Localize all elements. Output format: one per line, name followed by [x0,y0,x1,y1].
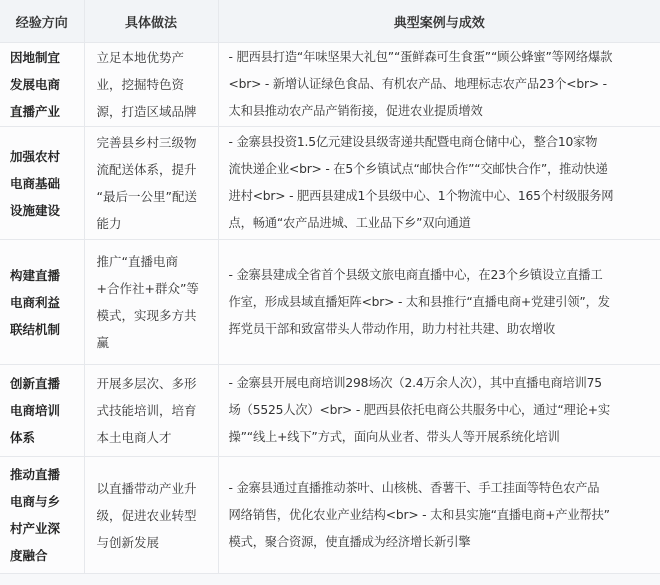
cases-cell [218,457,660,574]
cases-cell-line: 进村<br> - 肥西县建成1个县级中心、1个物流中心、165个村级服务网 [228,189,614,203]
direction-cell-line: 推动直播 [10,467,61,482]
direction-cell [0,457,84,574]
direction-cell-line: 电商培训 [10,403,61,418]
direction-cell [0,127,84,240]
practice-cell-line: 开展多层次、多形 [96,376,197,391]
cases-cell-line: - 金寨县投资1.5亿元建设县级寄递共配暨电商仓储中心，整合10家物 [228,135,598,149]
cases-cell-line: - 肥西县打造“年味坚果大礼包”“蛋鲜森可生食蛋”“顾公蜂蜜”等网络爆款 [228,50,613,64]
direction-cell-line: 电商基础 [10,175,61,191]
practice-cell-line: 源，打造区域品牌 [96,104,197,119]
direction-cell-line: 设施建设 [10,202,61,218]
practice-cell-line: 业，挖掘特色资 [96,77,185,92]
cases-cell-line: 操”“线上+线下”方式，面向从业者、带头人等开展系统化培训 [228,430,560,444]
practice-cell [84,365,218,457]
table-row [0,365,660,457]
practice-cell-line: 流配送体系，提升 [96,162,197,177]
table-header-row [0,0,660,43]
practice-cell-line: 本土电商人才 [96,430,172,445]
table-row [0,457,660,574]
practice-cell-line: 模式，实现多方共 [96,308,197,323]
practice-cell-line: 能力 [96,216,122,231]
cases-cell-line: <br> - 新增认证绿色食品、有机农产品、地理标志农产品23个<br> - [228,77,607,91]
cases-cell [218,240,660,365]
direction-cell-line: 构建直播 [10,267,61,283]
table-row [0,240,660,365]
cases-cell-line: - 金寨县通过直播推动茶叶、山核桃、香薯干、手工挂面等特色农产品 [228,480,600,495]
practice-cell-line: +合作社+群众”等 [96,281,199,296]
practice-cell [84,127,218,240]
cases-cell-line: 网络销售，优化农业产业结构<br> - 太和县实施“直播电商+产业帮扶” [228,507,610,522]
practice-cell-line: 推广“直播电商 [96,254,178,269]
table-row [0,43,660,127]
cases-cell-line: 场（5525人次）<br> - 肥西县依托电商公共服务中心，通过“理论+实 [228,403,610,417]
direction-cell-line: 加强农村 [10,148,61,164]
direction-cell-line: 发展电商 [10,77,61,92]
header-direction: 经验方向 [0,0,84,43]
cases-cell-line: - 金寨县建成全省首个县级文旅电商直播中心，在23个乡镇设立直播工 [228,267,603,282]
cases-cell-line: 太和县推动农产品产销衔接，促进农业提质增效 [228,104,483,118]
direction-cell [0,240,84,365]
practice-cell-line: 式技能培训，培育 [96,403,197,418]
cases-cell-line: 模式，聚合资源，使直播成为经济增长新引擎 [228,534,471,549]
cases-cell-line: 流快递企业<br> - 在5个乡镇试点“邮快合作”“交邮快合作”，推动快递 [228,162,608,176]
practice-cell [84,43,218,127]
direction-cell-line: 度融合 [10,548,48,563]
practice-cell [84,457,218,574]
direction-cell-line: 体系 [10,430,36,445]
direction-cell [0,365,84,457]
practice-cell-line: 赢 [96,335,110,350]
direction-cell-line: 联结机制 [10,321,61,337]
cases-cell [218,365,660,457]
practice-cell-line: “最后一公里”配送 [96,189,197,204]
practice-cell [84,240,218,365]
cases-cell-line: 作室，形成县域直播矩阵<br> - 太和县推行“直播电商+党建引领”，发 [228,294,610,309]
practice-cell-line: 立足本地优势产 [96,50,185,65]
cases-cell-line: 点，畅通“农产品进城、工业品下乡”双向通道 [228,216,471,230]
direction-cell-line: 直播产业 [10,104,61,119]
direction-cell-line: 因地制宜 [10,50,61,65]
header-cases: 典型案例与成效 [218,0,660,43]
header-practice: 具体做法 [84,0,218,43]
table-row [0,127,660,240]
cases-cell [218,43,660,127]
direction-cell-line: 电商利益 [10,294,61,310]
cases-cell-line: - 金寨县开展电商培训298场次（2.4万余人次），其中直播电商培训75 [228,376,602,390]
practice-cell-line: 与创新发展 [96,534,160,550]
practice-cell-line: 以直播带动产业升 [96,480,197,496]
direction-cell [0,43,84,127]
practice-cell-line: 级，促进农业转型 [96,507,197,523]
cases-cell-line: 挥党员干部和致富带头人带动作用，助力村社共建、助农增收 [228,321,556,336]
direction-cell-line: 村产业深 [10,521,61,536]
direction-cell-line: 电商与乡 [10,494,61,509]
cases-cell [218,127,660,240]
direction-cell-line: 创新直播 [10,376,61,391]
practice-cell-line: 完善县乡村三级物 [96,135,197,150]
